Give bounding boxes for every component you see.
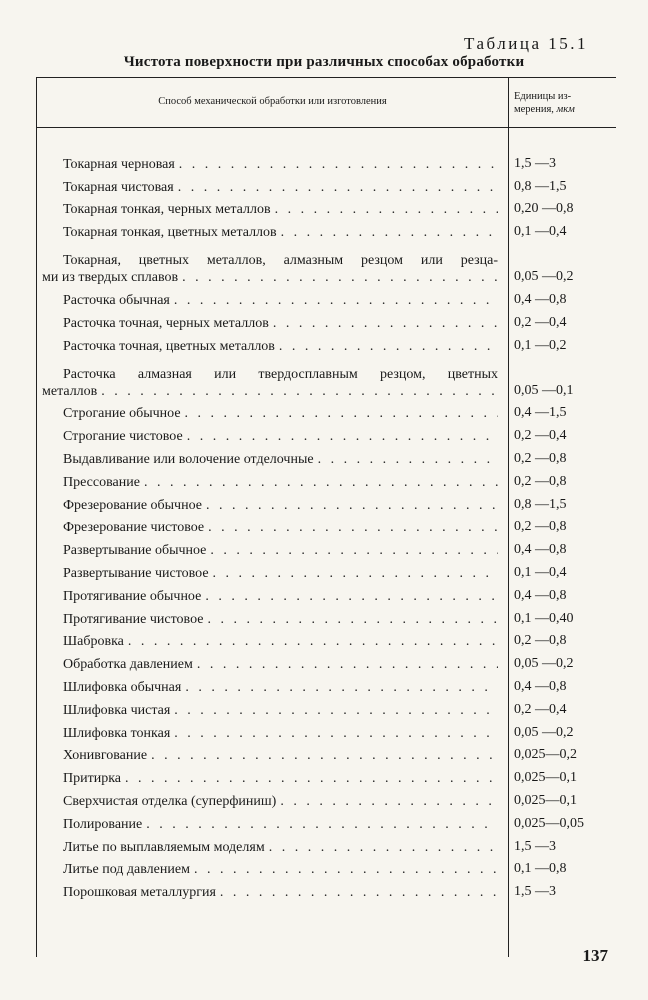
value-cell: 0,1 —0,4 [514,224,567,240]
table-row [37,833,617,856]
table-row [37,514,617,537]
method-cell [37,241,509,286]
value-cell: 0,2 —0,4 [514,428,567,444]
method-label: Расточка алмазная или твердосплавным резцом, цветных [63,366,498,382]
method-cell [37,286,509,309]
method-label: Притирка [63,771,122,787]
value-cell: 0,025—0,1 [514,792,577,808]
table-row [37,764,617,787]
value-cell: 0,025—0,2 [514,747,577,763]
method-cell [37,719,509,742]
value-cell: 0,05 —0,2 [514,269,574,285]
method-label: Протягивание обычное [63,588,202,604]
method-cell [37,605,509,628]
method-cell [37,696,509,719]
dot-leader [185,679,498,696]
method-cell [37,764,509,787]
method-cell [37,355,509,400]
dot-leader [182,269,498,286]
table-row [37,241,617,286]
value-cell: 0,4 —0,8 [514,542,567,558]
dot-leader [213,565,498,582]
method-label: Фрезерование обычное [63,497,202,513]
dot-leader [187,428,498,445]
dot-leader [273,315,498,332]
value-cell: 0,20 —0,8 [514,201,574,217]
dot-leader [269,839,498,856]
table-row [37,878,617,901]
method-cell [37,559,509,582]
value-cell: 1,5 —3 [514,838,556,854]
method-cell [37,491,509,514]
method-cell [37,218,509,241]
dot-leader [125,770,498,787]
dot-leader [101,383,498,400]
dot-leader [205,588,498,605]
table-row [37,173,617,196]
method-label: Шлифовка обычная [63,679,182,695]
dot-leader [146,816,498,833]
method-cell [37,150,509,173]
method-label: Токарная черновая [63,156,175,172]
value-cell: 0,1 —0,4 [514,564,567,580]
dot-leader [197,656,498,673]
dot-leader [174,725,498,742]
method-cell [37,196,509,219]
value-cell: 0,2 —0,8 [514,450,567,466]
dot-leader [174,292,498,309]
page-number: 137 [582,946,608,965]
method-cell [37,787,509,810]
table-body [37,128,617,958]
method-cell [37,878,509,901]
table-row [37,856,617,879]
method-label: Расточка точная, черных металлов [63,315,269,331]
method-cell [37,650,509,673]
dot-leader [318,451,498,468]
method-cell [37,400,509,423]
table-row [37,218,617,241]
value-cell: 0,4 —0,8 [514,678,567,694]
dot-leader [206,497,498,514]
header-units-line1: Единицы из- [514,90,572,102]
method-label: Прессование [63,474,140,490]
method-label: Развертывание чистовое [63,565,209,581]
method-label: Литье под давлением [63,862,190,878]
table-label: Таблица 15.1 [464,34,588,53]
method-label: Расточка точная, цветных металлов [63,338,275,354]
method-label: Строгание чистовое [63,429,183,445]
table-row [37,468,617,491]
method-label: Развертывание обычное [63,543,207,559]
value-cell: 0,05 —0,2 [514,656,574,672]
method-label: Обработка давлением [63,657,193,673]
table-row [37,673,617,696]
value-cell: 0,05 —0,1 [514,382,574,398]
value-cell: 0,2 —0,8 [514,519,567,535]
table-row [37,742,617,765]
method-cell [37,628,509,651]
method-label: Выдавливание или волочение отделочные [63,451,314,467]
table-row [37,605,617,628]
method-cell [37,833,509,856]
dot-leader [207,611,498,628]
method-cell [37,173,509,196]
table-row [37,332,617,355]
table-spacer-row [37,128,617,151]
table-row [37,810,617,833]
table-header-row [37,78,617,128]
method-cell [37,810,509,833]
method-label-continued: ми из твердых сплавов [42,270,179,286]
value-cell: 0,2 —0,4 [514,314,567,330]
method-label: Шлифовка тонкая [63,725,171,741]
dot-leader [151,747,498,764]
dot-leader [281,224,498,241]
table-row [37,286,617,309]
header-units-line2: мерения, [514,103,557,115]
value-cell: 0,05 —0,2 [514,724,574,740]
table-row [37,719,617,742]
value-cell: 0,1 —0,8 [514,861,567,877]
value-cell: 0,1 —0,2 [514,337,567,353]
table-row [37,422,617,445]
table-row [37,491,617,514]
table-row [37,559,617,582]
table-row [37,582,617,605]
method-cell [37,445,509,468]
table-title: Чистота поверхности при различных способах обработки [123,54,525,70]
method-label: Сверхчистая отделка (суперфиниш) [63,793,277,809]
value-cell: 1,5 —3 [514,884,556,900]
dot-leader [280,793,498,810]
dot-leader [179,156,498,173]
table-row [37,445,617,468]
method-label: Литье по выплавляемым моделям [63,839,265,855]
header-method: Способ механической обработки или изготовления [37,78,509,128]
value-cell: 0,025—0,05 [514,815,584,831]
value-cell: 1,5 —3 [514,155,556,171]
method-cell [37,742,509,765]
dot-leader [220,884,498,901]
dot-leader [174,702,498,719]
method-label: Хонивгование [63,748,148,764]
method-cell [37,468,509,491]
table-row [37,628,617,651]
table-row [37,650,617,673]
table-row [37,400,617,423]
dot-leader [185,405,498,422]
table-row [37,196,617,219]
method-label: Расточка обычная [63,292,170,308]
method-label: Фрезерование чистовое [63,520,205,536]
method-cell [37,422,509,445]
value-cell: 0,2 —0,8 [514,633,567,649]
header-units [509,78,617,128]
dot-leader [178,179,498,196]
value-cell: 0,4 —0,8 [514,587,567,603]
table-row [37,536,617,559]
method-label: Полирование [63,816,143,832]
value-cell: 0,1 —0,40 [514,610,574,626]
surface-finish-table [36,77,616,957]
value-cell: 0,2 —0,4 [514,701,567,717]
method-label-continued: металлов [42,383,98,399]
dot-leader [210,542,498,559]
header-units-unit: мкм [556,103,575,115]
method-label: Токарная чистовая [63,179,174,195]
method-label: Шабровка [63,634,124,650]
table-tail-row [37,901,617,957]
dot-leader [144,474,498,491]
method-cell [37,309,509,332]
value-cell: 0,8 —1,5 [514,178,567,194]
method-label: Шлифовка чистая [63,702,171,718]
table-row [37,787,617,810]
method-label: Токарная, цветных металлов, алмазным резцом или резца- [63,253,498,269]
method-label: Токарная тонкая, черных металлов [63,202,271,218]
table-row [37,309,617,332]
method-label: Строгание обычное [63,406,181,422]
table-row [37,355,617,400]
dot-leader [128,633,498,650]
method-label: Токарная тонкая, цветных металлов [63,225,277,241]
table-row [37,150,617,173]
method-cell [37,856,509,879]
dot-leader [275,201,498,218]
dot-leader [194,861,498,878]
method-cell [37,514,509,537]
table-row [37,696,617,719]
value-cell: 0,4 —0,8 [514,291,567,307]
dot-leader [208,519,498,536]
value-cell: 0,4 —1,5 [514,405,567,421]
value-cell: 0,8 —1,5 [514,496,567,512]
method-cell [37,582,509,605]
value-cell: 0,025—0,1 [514,770,577,786]
method-cell [37,673,509,696]
method-label: Протягивание чистовое [63,611,204,627]
method-cell [37,332,509,355]
method-cell [37,536,509,559]
value-cell: 0,2 —0,8 [514,473,567,489]
dot-leader [279,338,498,355]
method-label: Порошковая металлургия [63,885,216,901]
